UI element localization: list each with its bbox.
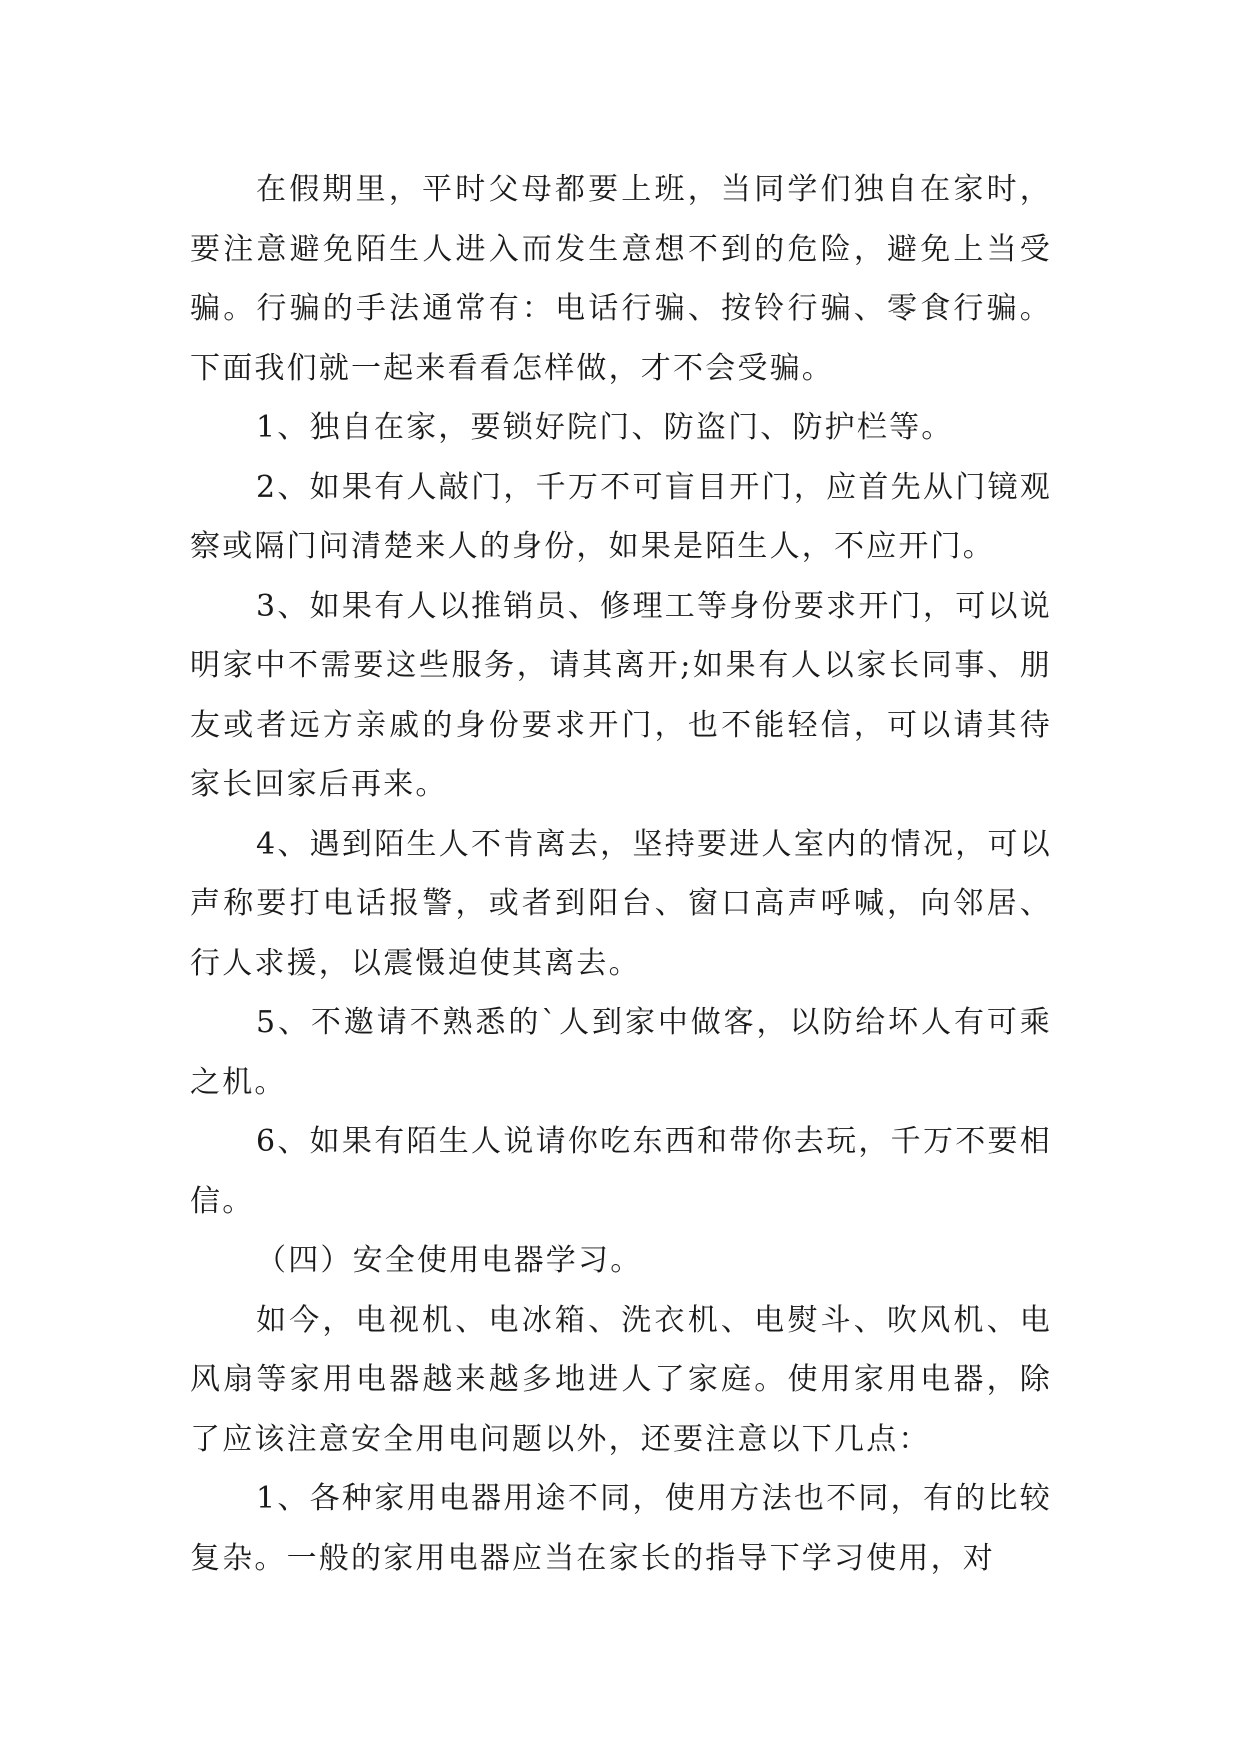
list-item-4: 4、遇到陌生人不肯离去，坚持要进人室内的情况，可以声称要打电话报警，或者到阳台、窗口高声呼喊，向邻居、行人求援，以震慑迫使其离去。 (190, 826, 1052, 981)
list-item-5: 5、不邀请不熟悉的`人到家中做客，以防给坏人有可乘之机。 (190, 1005, 1052, 1100)
section-heading: （四）安全使用电器学习。 (256, 1243, 643, 1278)
intro-paragraph: 在假期里，平时父母都要上班，当同学们独自在家时，要注意避免陌生人进入而发生意想不到的危险，避免上当受骗。行骗的手法通常有：电话行骗、按铃行骗、零食行骗。下面我们就一起来看看怎样做，才不会受骗。 (190, 172, 1052, 386)
list-item-2: 2、如果有人敲门，千万不可盲目开门，应首先从门镜观察或隔门问清楚来人的身份，如果是陌生人，不应开门。 (190, 469, 1052, 564)
list-item-3: 3、如果有人以推销员、修理工等身份要求开门，可以说明家中不需要这些服务，请其离开;如果有人以家长同事、朋友或者远方亲戚的身份要求开门，也不能轻信，可以请其待家长回家后再来。 (190, 588, 1052, 802)
list-item-1: 1、独自在家，要锁好院门、防盗门、防护栏等。 (256, 410, 954, 445)
document-body (190, 160, 1052, 1588)
section-intro-paragraph: 如今，电视机、电冰箱、洗衣机、电熨斗、吹风机、电风扇等家用电器越来越多地进人了家庭。使用家用电器，除了应该注意安全用电问题以外，还要注意以下几点： (190, 1302, 1052, 1457)
section-list-item-1: 1、各种家用电器用途不同，使用方法也不同，有的比较复杂。一般的家用电器应当在家长的指导下学习使用，对 (190, 1481, 1052, 1576)
list-item-6: 6、如果有陌生人说请你吃东西和带你去玩，千万不要相信。 (190, 1124, 1052, 1219)
